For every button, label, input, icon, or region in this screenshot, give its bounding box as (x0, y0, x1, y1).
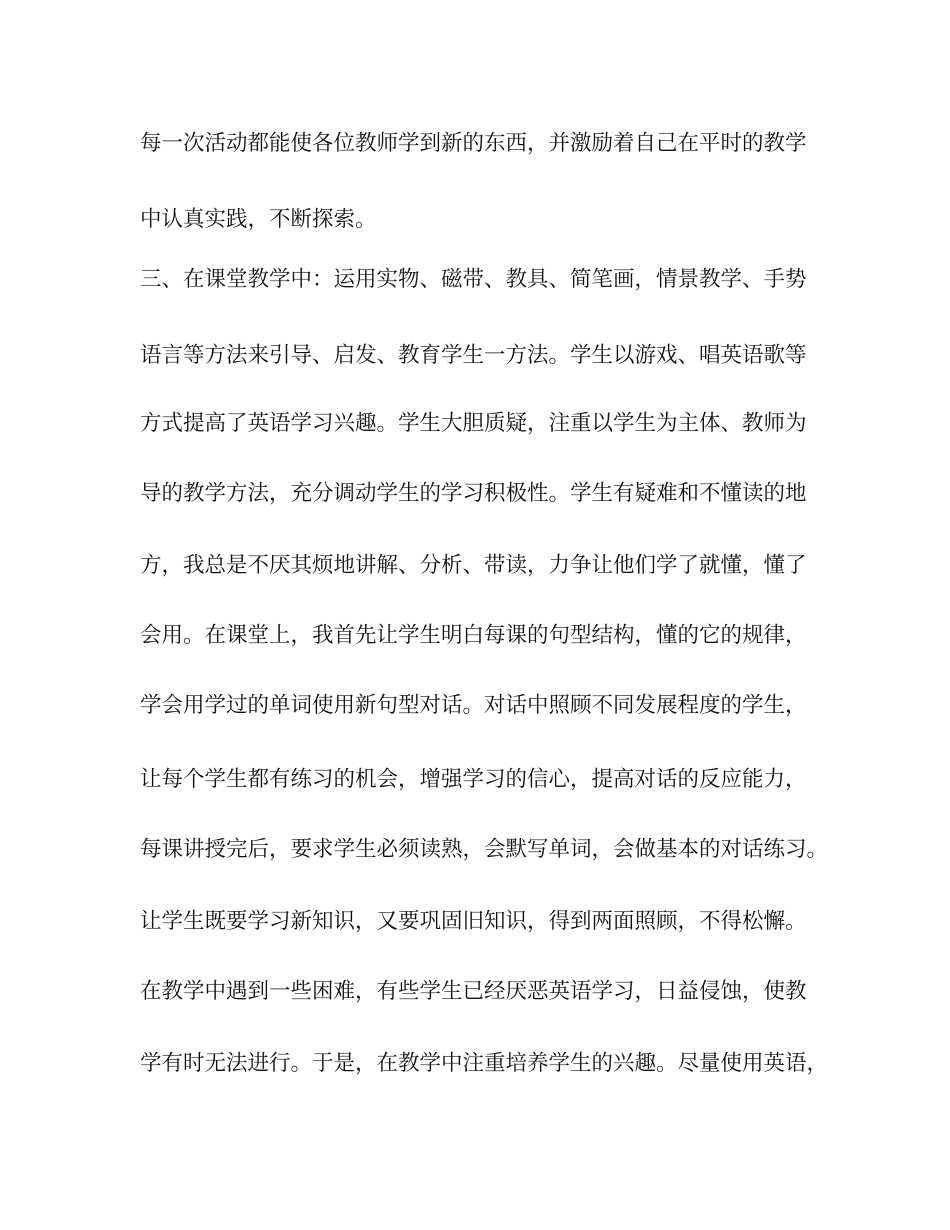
text-line: 每一次活动都能使各位教师学到新的东西，并激励着自己在平时的教学 (140, 131, 807, 156)
text-line: 在教学中遇到一些困难，有些学生已经厌恶英语学习，日益侵蚀，使教 (140, 979, 807, 1004)
text-line: 会用。在课堂上，我首先让学生明白每课的句型结构，懂的它的规律， (140, 623, 807, 648)
text-line: 语言等方法来引导、启发、教育学生一方法。学生以游戏、唱英语歌等 (140, 343, 807, 368)
text-line: 让每个学生都有练习的机会，增强学习的信心，提高对话的反应能力， (140, 767, 807, 792)
text-line: 导的教学方法，充分调动学生的学习积极性。学生有疑难和不懂读的地 (140, 481, 807, 506)
text-line: 每课讲授完后，要求学生必须读熟，会默写单词，会做基本的对话练习。 (140, 837, 829, 862)
text-line: 三、在课堂教学中：运用实物、磁带、教具、简笔画，情景教学、手势 (140, 267, 807, 292)
text-line: 学会用学过的单词使用新句型对话。对话中照顾不同发展程度的学生， (140, 693, 807, 718)
text-line: 方，我总是不厌其烦地讲解、分析、带读，力争让他们学了就懂，懂了 (140, 553, 807, 578)
text-line: 让学生既要学习新知识，又要巩固旧知识，得到两面照顾，不得松懈。 (140, 909, 807, 934)
text-line: 方式提高了英语学习兴趣。学生大胆质疑，注重以学生为主体、教师为 (140, 411, 807, 436)
text-line: 学有时无法进行。于是，在教学中注重培养学生的兴趣。尽量使用英语， (140, 1051, 829, 1076)
text-line: 中认真实践，不断探索。 (140, 207, 377, 232)
